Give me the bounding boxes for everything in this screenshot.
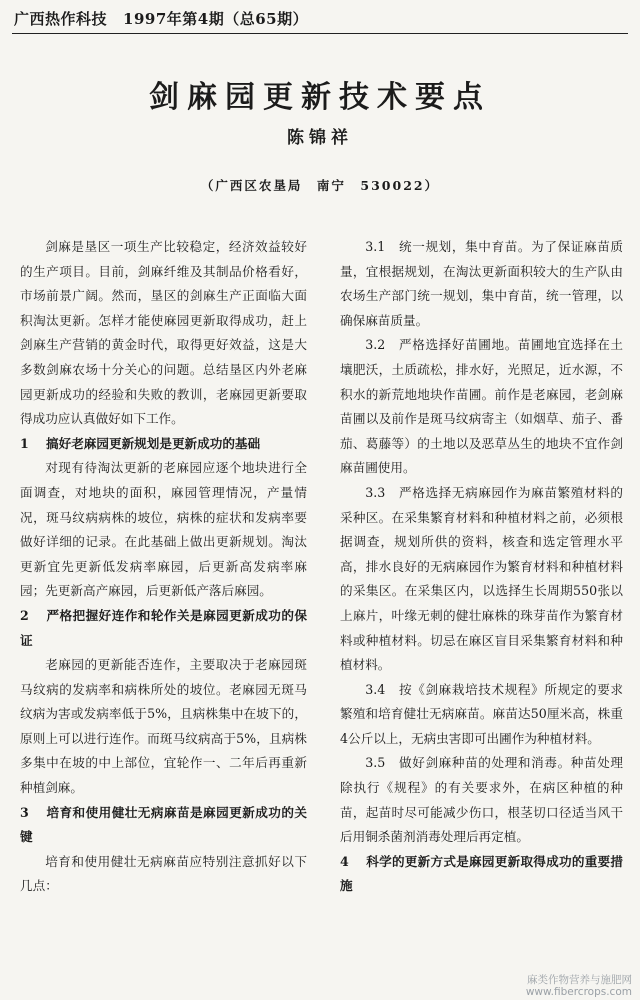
section-3-title: 培育和使用健壮无病麻苗是麻园更新成功的关键	[20, 804, 307, 845]
intro-paragraph: 剑麻是垦区一项生产比较稳定，经济效益较好的生产项目。目前，剑麻纤维及其制品价格看好，市场前景广阔。然而，垦区的剑麻生产正面临大面积淘汰更新。怎样才能使麻园更新取得成功，赶上剑麻生产营销的黄金时代，取得更好效益，这是大多数剑麻农场十分关心的问题。总结垦区内外老麻园更新成功的经验和失败的教训，老麻园更新要取得成功应认真做好如下工作。	[20, 239, 307, 427]
section-2-body: 老麻园的更新能否连作，主要取决于老麻园斑马纹病的发病率和病株所处的坡位。老麻园无斑马纹病为害或发病率低于5%，且病株集中在坡下的，原则上可以进行连作。而斑马纹病高于5%，且病株多集中在坡的中上部位，宜轮作一、二年后再重新种植剑麻。	[20, 657, 307, 796]
article-author: 陈锦祥	[287, 128, 353, 148]
section-1-heading	[20, 432, 307, 457]
subsection-3-4: 3.4 按《剑麻栽培技术规程》所规定的要求繁殖和培育健壮无病麻苗。麻苗达50厘米高，株重4公斤以上，无病虫害即可出圃作为种植材料。	[340, 681, 623, 746]
section-4-heading	[340, 850, 623, 899]
right-column	[340, 235, 623, 995]
subsection-3-1: 3.1 统一规划，集中育苗。为了保证麻苗质量，宜根据规划，在淘汰更新面积较大的生产队由农场生产部门统一规划，集中育苗，统一管理，以确保麻苗质量。	[340, 239, 623, 328]
section-4-title: 科学的更新方式是麻园更新取得成功的重要措施	[340, 853, 623, 894]
section-1-number: 1	[20, 435, 29, 451]
subsection-3-3: 3.3 严格选择无病麻园作为麻苗繁殖材料的采种区。在采集繁育材料和种植材料之前，必须根据调查，规划所供的资料，核查和选定管理水平高，排水良好的无病麻园作为繁育材料和种植材料的采集区。在采集区内，以选择生长周期550张以上麻片，叶缘无刺的健壮麻株的珠芽苗作为繁育材料或种植材料。切忌在麻区盲目采集繁育材料和种植材料。	[340, 484, 623, 673]
section-3-body: 培育和使用健壮无病麻苗应特别注意抓好以下几点：	[20, 853, 307, 894]
section-2-title: 严格把握好连作和轮作关是麻园更新成功的保证	[20, 607, 307, 648]
author-affiliation: （广西区农垦局 南宁 530022）	[200, 178, 440, 193]
left-column	[20, 235, 307, 995]
section-3-number: 3	[20, 804, 29, 820]
section-1-title: 搞好老麻园更新规划是更新成功的基础	[46, 435, 261, 451]
journal-name: 广西热作科技	[14, 10, 108, 28]
watermark-line-2: www.fibercrops.com	[525, 986, 632, 998]
section-1-body: 对现有待淘汰更新的老麻园应逐个地块进行全面调查，对地块的面积，麻园管理情况，产量情况，斑马纹病病株的坡位，病株的症状和发病率要做好详细的记录。在此基础上做出更新规划。淘汰更新宜先更新低发病率麻园，后更新高发病率麻园；先更新高产麻园，后更新低产落后麻园。	[20, 460, 307, 599]
section-2-heading	[20, 604, 307, 653]
watermark-line-1: 麻类作物营养与施肥网	[527, 974, 632, 986]
section-4-number: 4	[340, 853, 349, 869]
issue-info: 1997年第4期（总65期）	[123, 10, 309, 28]
site-watermark	[526, 974, 632, 998]
subsection-3-5: 3.5 做好剑麻种苗的处理和消毒。种苗处理除执行《规程》的有关要求外，在病区种植的种苗，起苗时尽可能减少伤口，根茎切口径适当风干后用铜杀菌剂消毒处理后再定植。	[340, 755, 623, 845]
running-header	[14, 8, 308, 29]
section-3-heading	[20, 801, 307, 850]
section-2-number: 2	[20, 607, 29, 623]
header-rule	[12, 33, 628, 34]
subsection-3-2: 3.2 严格选择好苗圃地。苗圃地宜选择在土壤肥沃，土质疏松，排水好，光照足，近水源，不积水的新荒地地块作苗圃。前作是老麻园，老剑麻苗圃以及前作是斑马纹病寄主（如烟草、茄子、番茄、葛藤等）的土地以及恶草丛生的地块不宜作剑麻苗圃使用。	[340, 337, 623, 476]
article-title: 剑麻园更新技术要点	[149, 80, 491, 115]
